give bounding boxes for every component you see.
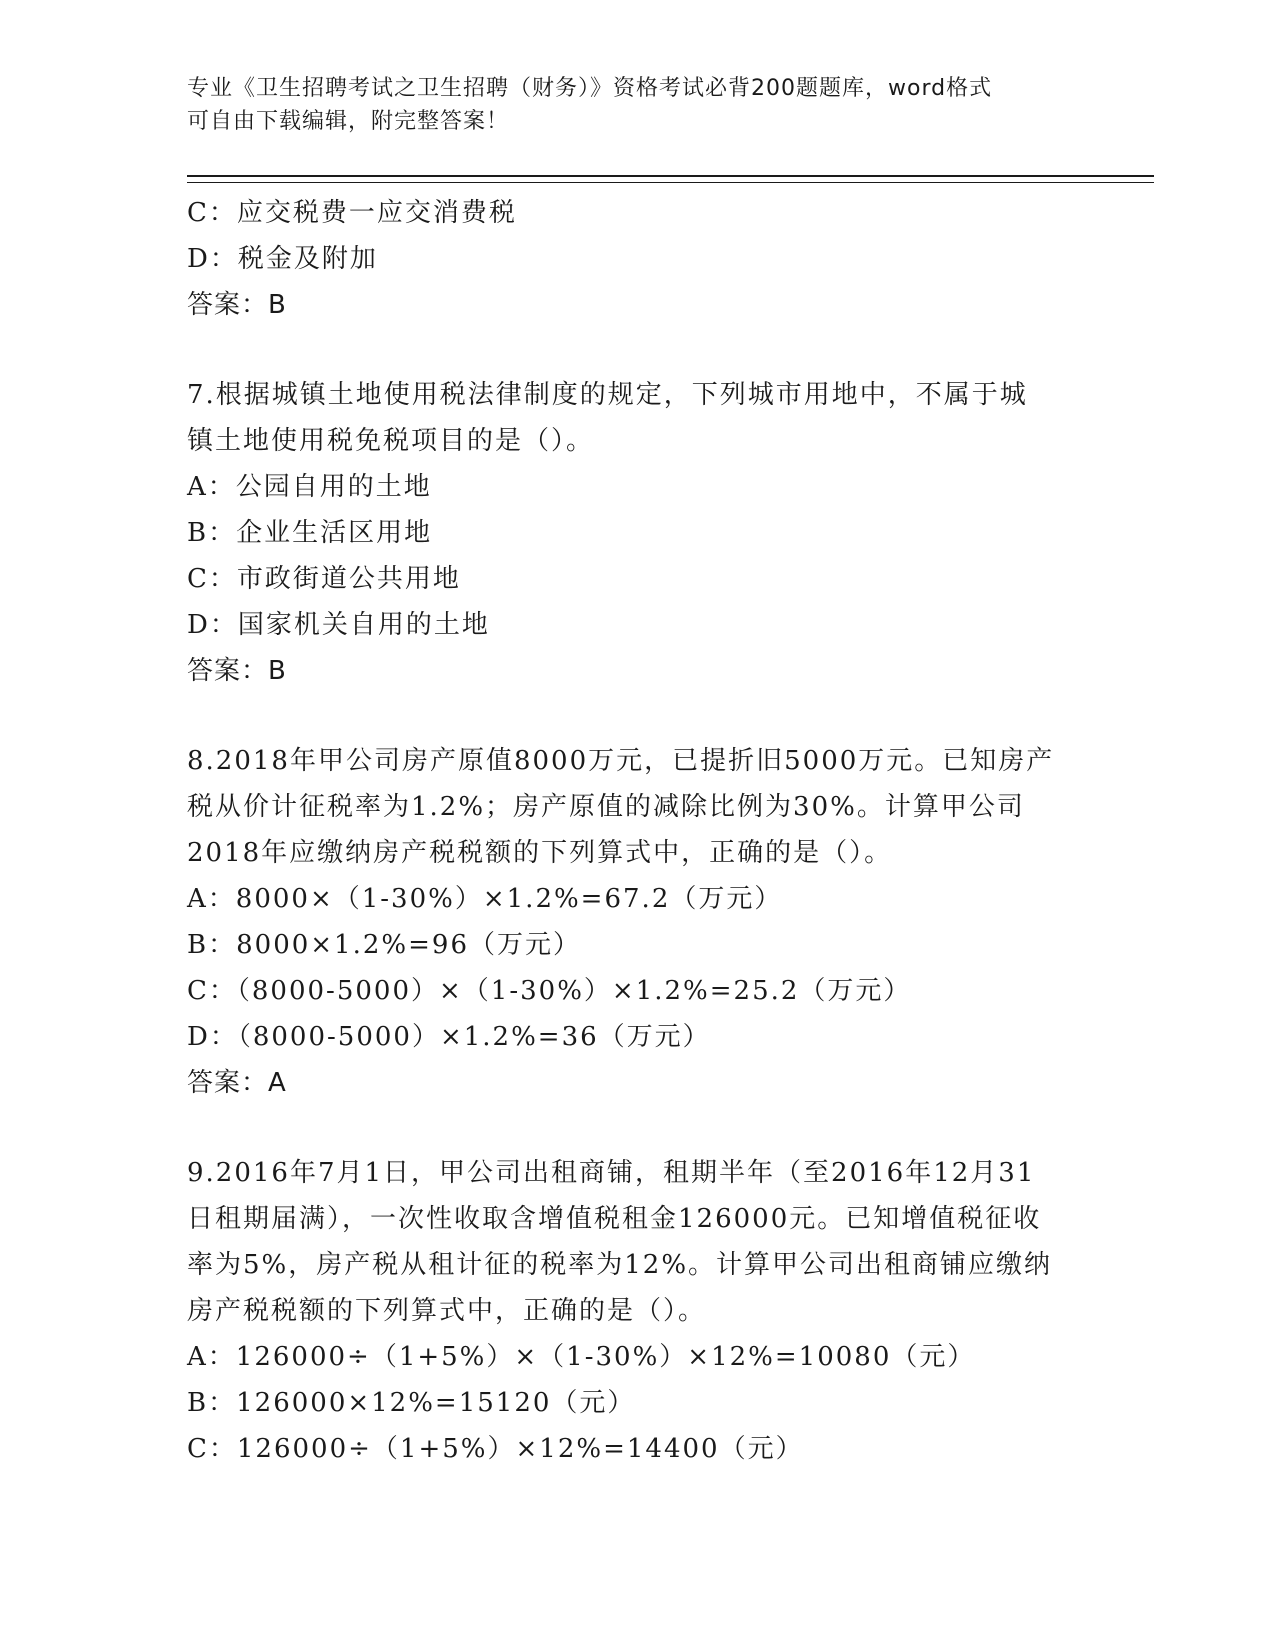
answer-line: 答案：B — [187, 656, 287, 686]
header-title-line-2: 可自由下载编辑，附完整答案！ — [187, 109, 510, 134]
option-d: D：国家机关自用的土地 — [187, 610, 490, 640]
option-a: A：公园自用的土地 — [187, 472, 432, 502]
question-stem-line: 7.根据城镇土地使用税法律制度的规定，下列城市用地中，不属于城 — [187, 380, 1028, 410]
question-stem-line: 税从价计征税率为1.2%；房产原值的减除比例为30%。计算甲公司 — [187, 792, 1025, 822]
answer-line: 答案：A — [187, 1068, 287, 1098]
option-c: C：（8000-5000）×（1-30%）×1.2%=25.2（万元） — [187, 976, 912, 1006]
header-title-line-1: 专业《卫生招聘考试之卫生招聘（财务）》资格考试必背200题题库，word格式 — [187, 76, 993, 101]
document-header — [187, 72, 1067, 138]
question-stem-line: 镇土地使用税免税项目的是（）。 — [187, 426, 595, 456]
option-a: A：126000÷（1+5%）×（1-30%）×12%=10080（元） — [187, 1342, 976, 1372]
option-d: D：税金及附加 — [187, 244, 378, 274]
question-6-continuation — [187, 190, 1077, 328]
question-stem-line: 9.2016年7月1日，甲公司出租商铺，租期半年（至2016年12月31 — [187, 1158, 1036, 1188]
question-stem-line: 8.2018年甲公司房产原值8000万元，已提折旧5000万元。已知房产 — [187, 746, 1055, 776]
option-b: B：126000×12%=15120（元） — [187, 1388, 636, 1418]
question-8 — [187, 738, 1077, 1106]
question-stem-line: 房产税税额的下列算式中，正确的是（）。 — [187, 1296, 707, 1326]
option-c: C：应交税费一应交消费税 — [187, 198, 517, 228]
answer-line: 答案：B — [187, 290, 287, 320]
question-stem-line: 日租期届满），一次性收取含增值税租金126000元。已知增值税征收 — [187, 1204, 1042, 1234]
header-divider — [187, 175, 1154, 183]
question-stem-line: 率为5%，房产税从租计征的税率为12%。计算甲公司出租商铺应缴纳 — [187, 1250, 1053, 1280]
option-b: B：8000×1.2%=96（万元） — [187, 930, 581, 960]
option-d: D：（8000-5000）×1.2%=36（万元） — [187, 1022, 711, 1052]
question-9 — [187, 1150, 1077, 1472]
question-7 — [187, 372, 1077, 694]
option-a: A：8000×（1-30%）×1.2%=67.2（万元） — [187, 884, 783, 914]
question-content — [187, 190, 1077, 1472]
question-stem-line: 2018年应缴纳房产税税额的下列算式中，正确的是（）。 — [187, 838, 893, 868]
option-c: C：市政街道公共用地 — [187, 564, 461, 594]
option-c: C：126000÷（1+5%）×12%=14400（元） — [187, 1434, 804, 1464]
option-b: B：企业生活区用地 — [187, 518, 433, 548]
